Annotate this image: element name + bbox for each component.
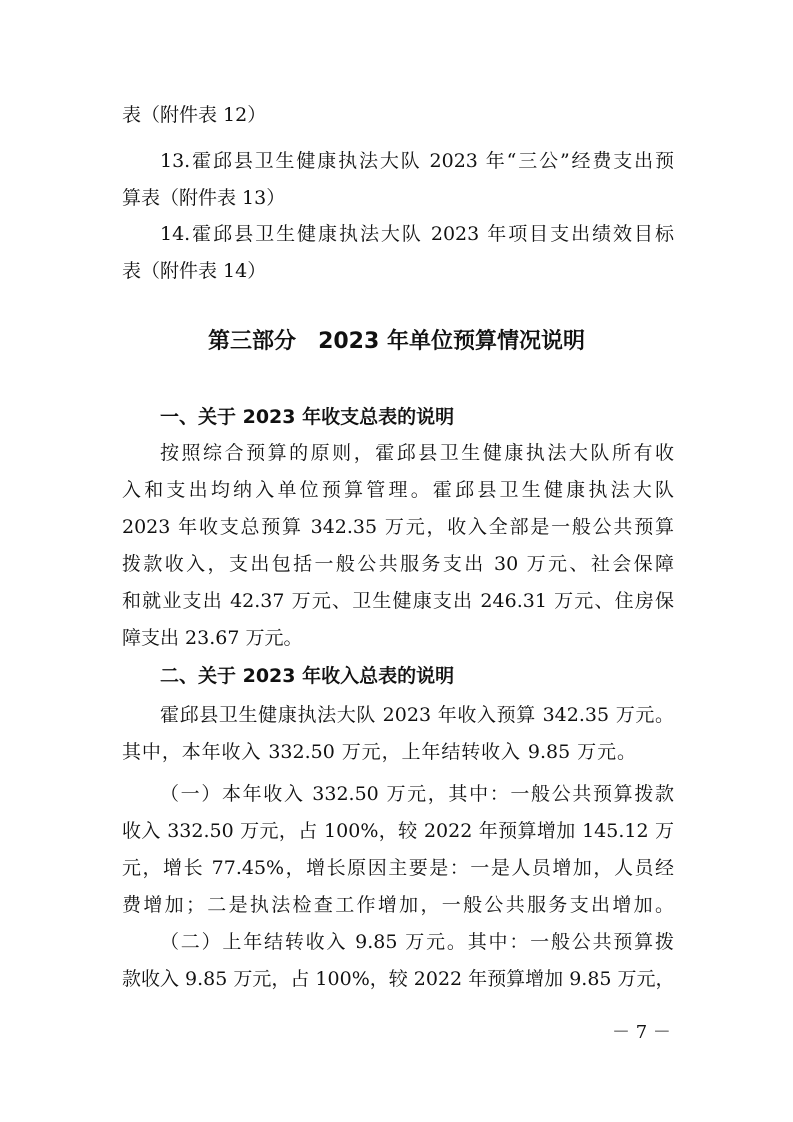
attachment-item-12-continuation: 表（附件表 12） <box>122 104 267 126</box>
section2-line: 费增加；二是执法检查工作增加，一般公共服务支出增加。 <box>122 894 674 916</box>
attachment-item-14-continuation: 表（附件表 14） <box>122 260 267 282</box>
attachment-item-13: 13.霍邱县卫生健康执法大队 2023 年“三公”经费支出预 <box>160 150 674 172</box>
part-title-label: 第三部分 <box>208 329 297 354</box>
section2-line: 其中，本年收入 332.50 万元，上年结转收入 9.85 万元。 <box>122 741 636 763</box>
section1-line: 按照综合预算的原则，霍邱县卫生健康执法大队所有收 <box>160 442 674 464</box>
section1-line: 2023 年收支总预算 342.35 万元，收入全部是一般公共预算 <box>122 516 674 538</box>
section1-line: 和就业支出 42.37 万元、卫生健康支出 246.31 万元、住房保 <box>122 590 674 612</box>
section1-line: 障支出 23.67 万元。 <box>122 627 303 649</box>
section1-heading: 一、关于 2023 年收支总表的说明 <box>160 406 455 428</box>
part-title <box>0 328 793 356</box>
section2-heading: 二、关于 2023 年收入总表的说明 <box>160 665 455 687</box>
section2-line: 收入 332.50 万元，占 100%，较 2022 年预算增加 145.12 万 <box>122 820 674 842</box>
section2-line: 元，增长 77.45%，增长原因主要是：一是人员增加，人员经 <box>122 857 674 879</box>
section2-line: （一）本年收入 332.50 万元，其中：一般公共预算拨款 <box>160 783 674 805</box>
page-number: － 7 － <box>612 1022 671 1043</box>
section2-line: （二）上年结转收入 9.85 万元。其中：一般公共预算拨 <box>160 931 674 953</box>
part-title-text: 2023 年单位预算情况说明 <box>318 329 585 354</box>
attachment-item-13-continuation: 算表（附件表 13） <box>122 187 286 209</box>
section1-line: 拨款收入，支出包括一般公共服务支出 30 万元、社会保障 <box>122 553 674 575</box>
section2-line: 款收入 9.85 万元，占 100%，较 2022 年预算增加 9.85 万元， <box>122 968 675 990</box>
attachment-item-14: 14.霍邱县卫生健康执法大队 2023 年项目支出绩效目标 <box>160 223 674 245</box>
section2-line: 霍邱县卫生健康执法大队 2023 年收入预算 342.35 万元。 <box>160 704 674 726</box>
section1-line: 入和支出均纳入单位预算管理。霍邱县卫生健康执法大队 <box>122 479 674 501</box>
